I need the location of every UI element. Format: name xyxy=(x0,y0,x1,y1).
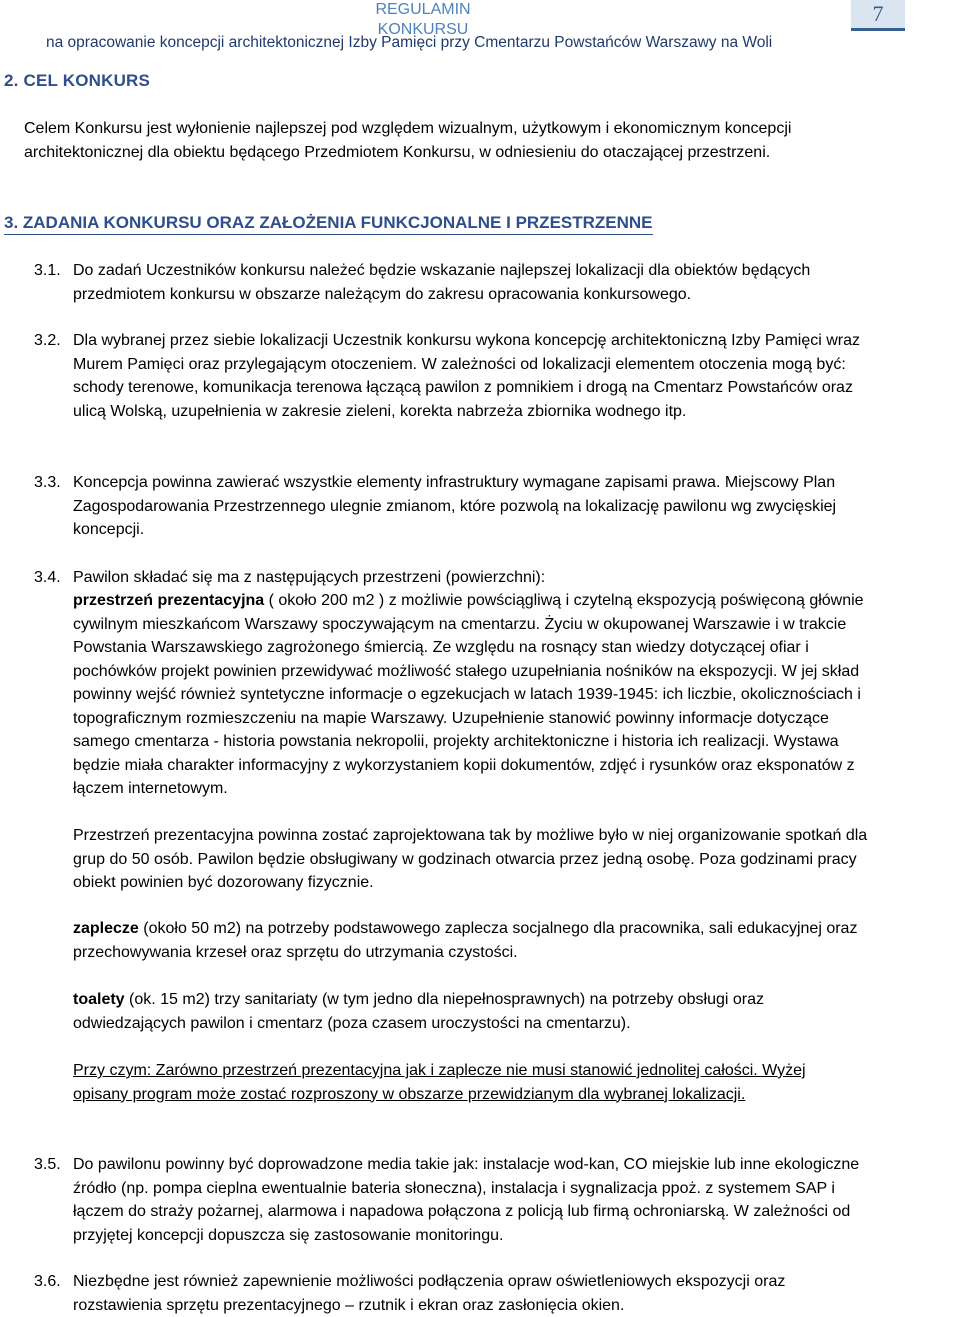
toilets-paragraph xyxy=(73,988,873,1035)
presentation-space-paragraph xyxy=(73,589,873,801)
item-number: 3.5. xyxy=(34,1156,61,1173)
item-number: 3.6. xyxy=(34,1273,61,1290)
item-3-6 xyxy=(34,1270,874,1317)
item-intro: Pawilon składać się ma z następujących przestrzeni (powierzchni): xyxy=(73,569,546,586)
presentation-space-label: przestrzeń prezentacyjna xyxy=(73,592,265,609)
item-number: 3.2. xyxy=(34,332,61,349)
toilets-text: (ok. 15 m2) trzy sanitariaty (w tym jedno dla niepełnosprawnych) na potrzeby obsługi oraz odwiedzających pawilon i cmentarz (poza czasem uroczystości na cmentarzu). xyxy=(73,991,764,1032)
item-text: Niezbędne jest również zapewnienie możliwości podłączenia opraw oświetleniowych ekspozycji oraz rozstawienia sprzętu prezentacyjnego – rzutnik i ekran oraz zasłonięcia okien. xyxy=(73,1273,786,1314)
item-3-2 xyxy=(34,329,874,423)
item-text: Dla wybranej przez siebie lokalizacji Uczestnik konkursu wykona koncepcję architektoniczną Izby Pamięci wraz Murem Pamięci oraz przylegającym otoczeniem. W zależności od lokalizacji elementem otoczenia mogą być: schody terenowe, komunikacja terenowa łączącą pawilon z pomnikiem i drogą na Cmentarz Powstańców oraz ulicą Wolską, uzupełnienia w zakresie zieleni, korekta nabrzeża zbiornika wodnego itp. xyxy=(73,332,860,420)
presentation-space-paragraph-2: Przestrzeń prezentacyjna powinna zostać zaprojektowana tak by możliwe było w niej organizowanie spotkań dla grup do 50 osób. Pawilon będzie obsługiwany w godzinach otwarcia przez jedną osobę. Poza godzinami pracy obiekt powinien być dozorowany fizycznie. xyxy=(73,827,868,891)
page-number: 7 xyxy=(851,0,905,31)
item-3-5 xyxy=(34,1153,874,1247)
backroom-paragraph xyxy=(73,917,873,964)
backroom-label: zaplecze xyxy=(73,920,139,937)
item-3-1 xyxy=(34,259,874,306)
item-text: Do zadań Uczestników konkursu należeć będzie wskazanie najlepszej lokalizacji dla obiektów będących przedmiotem konkursu w obszarze należącym do zakresu opracowania konkursowego. xyxy=(73,262,811,303)
presentation-space-text: ( około 200 m2 ) z możliwie powściągliwą i czytelną ekspozycją poświęconą głównie cywilnym mieszkańcom Warszawy spoczywającym na cmentarzu. Życiu w okupowanej Warszawie i w trakcie Powstania Warszawskiego zagrożonego śmiercią. Ze względu na rosnący stan wiedzy dotyczącej ofiar i pochówków projekt powinien przewidywać możliwość stałego uzupełniania nośników na ekspozycji. W jej skład powinny wejść również syntetyczne informacje o egzekucjach w latach 1939-1945: ich liczbie, okolicznościach i topograficznym rozmieszczeniu na mapie Warszawy. Uzupełnienie stanowić powinny informacje dotyczące samego cmentarza - historia powstania nekropolii, projekty architektoniczne i historia ich realizacji. Wystawa będzie miała charakter informacyjny z wykorzystaniem kopii dokumentów, zdjęć i rysunków oraz eksponatów z łączem internetowym. xyxy=(73,592,864,797)
item-number: 3.1. xyxy=(34,262,61,279)
item-3-3 xyxy=(34,471,874,542)
item-3-4 xyxy=(34,566,874,590)
item-number: 3.4. xyxy=(34,569,61,586)
note-paragraph: Przy czym: Zarówno przestrzeń prezentacyjna jak i zaplecze nie musi stanowić jednolitej całości. Wyżej opisany program może zostać rozproszony w obszarze przewidzianym dla wybranej lokalizacji. xyxy=(73,1062,806,1103)
section-3-heading: 3. ZADANIA KONKURSU ORAZ ZAŁOŻENIA FUNKCJONALNE I PRZESTRZENNE xyxy=(4,212,653,235)
backroom-text: (około 50 m2) na potrzeby podstawowego zaplecza socjalnego dla pracownika, sali edukacyjnej oraz przechowywania krzeseł oraz sprzętu do utrzymania czystości. xyxy=(73,920,858,961)
toilets-label: toalety xyxy=(73,991,125,1008)
section-2-heading: 2. CEL KONKURS xyxy=(4,71,151,90)
document-subtitle: na opracowanie koncepcji architektonicznej Izby Pamięci przy Cmentarzu Powstańców Warszawy na Woli xyxy=(46,34,773,51)
section-2-text: Celem Konkursu jest wyłonienie najlepszej pod względem wizualnym, użytkowym i ekonomicznym koncepcji architektonicznej dla obiektu będącego Przedmiotem Konkursu, w odniesieniu do otaczającej przestrzeni. xyxy=(24,120,792,161)
document-title: REGULAMIN KONKURSU xyxy=(375,1,471,38)
item-number: 3.3. xyxy=(34,474,61,491)
item-text: Do pawilonu powinny być doprowadzone media takie jak: instalacje wod-kan, CO miejskie lub inne ekologiczne źródło (np. pompa cieplna ewentualnie bateria słoneczna), instalacja i sygnalizacja ppoż. z systemem SAP i łączem do straży pożarnej, alarmowa i napadowa połączona z policją lub firmą ochroniarską. W zależności od przyjętej koncepcji dopuszcza się zastosowanie monitoringu. xyxy=(73,1156,860,1244)
item-text: Koncepcja powinna zawierać wszystkie elementy infrastruktury wymagane zapisami prawa. Miejscowy Plan Zagospodarowania Przestrzennego ulegnie zmianom, które pozwolą na lokalizację pawilonu wg zwycięskiej koncepcji. xyxy=(73,474,837,538)
